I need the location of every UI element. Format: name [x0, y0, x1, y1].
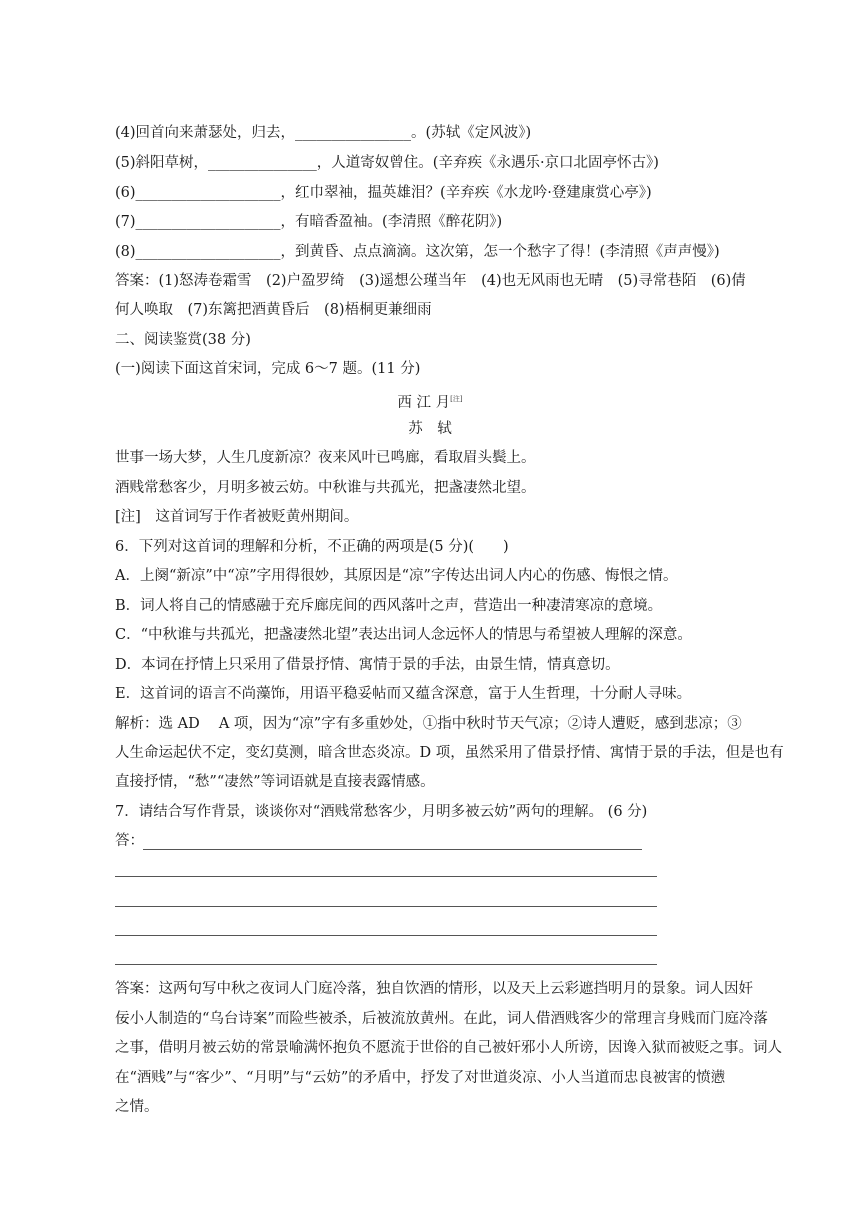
question-7-answer-4: 在“酒贱”与“客少”、“月明”与“云妨”的矛盾中，抒发了对世道炎凉、小人当道而忠良被害的愤懑: [115, 1070, 726, 1086]
poem-line-2: 酒贱常愁客少，月明多被云妨。中秋谁与共孤光，把盏凄然北望。: [115, 480, 536, 496]
question-7-answer-5: 之情。: [115, 1099, 159, 1115]
answer-blank-line-1[interactable]: [143, 849, 642, 850]
answer-blank-line-4[interactable]: [115, 935, 657, 936]
question-6-analysis-1: 解析：选 AD A 项，因为“凉”字有多重妙处，①指中秋时节天气凉；②诗人遭贬，感到悲凉；③: [115, 716, 742, 732]
poem-line-1: 世事一场大梦，人生几度新凉？夜来风叶已鸣廊，看取眉头鬓上。: [115, 450, 536, 466]
question-6-option-b: B．词人将自己的情感融于充斥廊庑间的西风落叶之声，营造出一种凄清寒凉的意境。: [115, 598, 663, 614]
answer-blank-line-5[interactable]: [115, 964, 657, 965]
question-7-stem: 7．请结合写作背景，谈谈你对“酒贱常愁客少，月明多被云妨”两句的理解。 (6 分): [115, 804, 648, 820]
poem-note: [注] 这首词写于作者被贬黄州期间。: [115, 509, 359, 525]
fill-item-6: (6)____________________，红巾翠袖，揾英雄泪？(辛弃疾《水龙吟·登建康赏心亭》): [115, 185, 652, 201]
poem-title-text: 西 江 月: [397, 394, 451, 411]
fill-item-4: (4)回首向来萧瑟处，归去，________________。(苏轼《定风波》): [115, 125, 532, 141]
answer-fill-line2: 何人唤取 (7)东篱把酒黄昏后 (8)梧桐更兼细雨: [115, 302, 432, 318]
answer-blank-line-3[interactable]: [115, 906, 657, 907]
fill-item-5: (5)斜阳草树，_______________，人道寄奴曾住。(辛弃疾《永遇乐·京口北固亭怀古》): [115, 155, 659, 171]
fill-item-8: (8)____________________，到黄昏、点点滴滴。这次第，怎一个愁字了得！(李清照《声声慢》): [115, 244, 720, 260]
question-6-option-e: E．这首词的语言不尚藻饰，用语平稳妥帖而又蕴含深意，富于人生哲理，十分耐人寻味。: [115, 686, 692, 702]
poem-author: 苏 轼: [408, 421, 452, 437]
question-7-answer-1: 答案：这两句写中秋之夜词人门庭冷落，独自饮酒的情形，以及天上云彩遮挡明月的景象。词人因奸: [115, 981, 753, 997]
fill-item-7: (7)____________________，有暗香盈袖。(李清照《醉花阴》): [115, 214, 503, 230]
section-heading: 二、阅读鉴赏(38 分): [115, 332, 251, 348]
answer-blank-line-2[interactable]: [115, 876, 657, 877]
question-6-option-a: A．上阕“新凉”中“凉”字用得很妙，其原因是“凉”字传达出词人内心的伤感、悔恨之情。: [115, 568, 678, 584]
question-6-stem: 6．下列对这首词的理解和分析，不正确的两项是(5 分)( ): [115, 539, 509, 555]
question-6-analysis-3: 直接抒情，“愁”“凄然”等词语就是直接表露情感。: [115, 774, 435, 790]
question-6-analysis-2: 人生命运起伏不定，变幻莫测，暗含世态炎凉。D 项，虽然采用了借景抒情、寓情于景的手法，但是也有: [115, 745, 784, 761]
subsection-heading: (一)阅读下面这首宋词，完成 6～7 题。(11 分): [115, 361, 421, 377]
question-6-option-c: C．“中秋谁与共孤光，把盏凄然北望”表达出词人念远怀人的情思与希望被人理解的深意。: [115, 627, 692, 643]
question-6-option-d: D．本词在抒情上只采用了借景抒情、寓情于景的手法，由景生情，情真意切。: [115, 657, 620, 673]
answer-fill-line1: 答案：(1)怒涛卷霜雪 (2)户盈罗绮 (3)遥想公瑾当年 (4)也无风雨也无晴 (5)寻常巷陌 (6)倩: [115, 273, 746, 289]
poem-title-note-marker: [注]: [450, 395, 463, 403]
question-7-answer-2: 佞小人制造的“乌台诗案”而险些被杀，后被流放黄州。在此，词人借酒贱客少的常理言身贱而门庭冷落: [115, 1011, 768, 1027]
question-7-answer-3: 之事，借明月被云妨的常景喻满怀抱负不愿流于世俗的自己被奸邪小人所谤，因谗入狱而被贬之事。词人: [115, 1040, 782, 1056]
poem-title: [0, 389, 860, 413]
question-7-answer-label: 答：: [115, 833, 144, 849]
